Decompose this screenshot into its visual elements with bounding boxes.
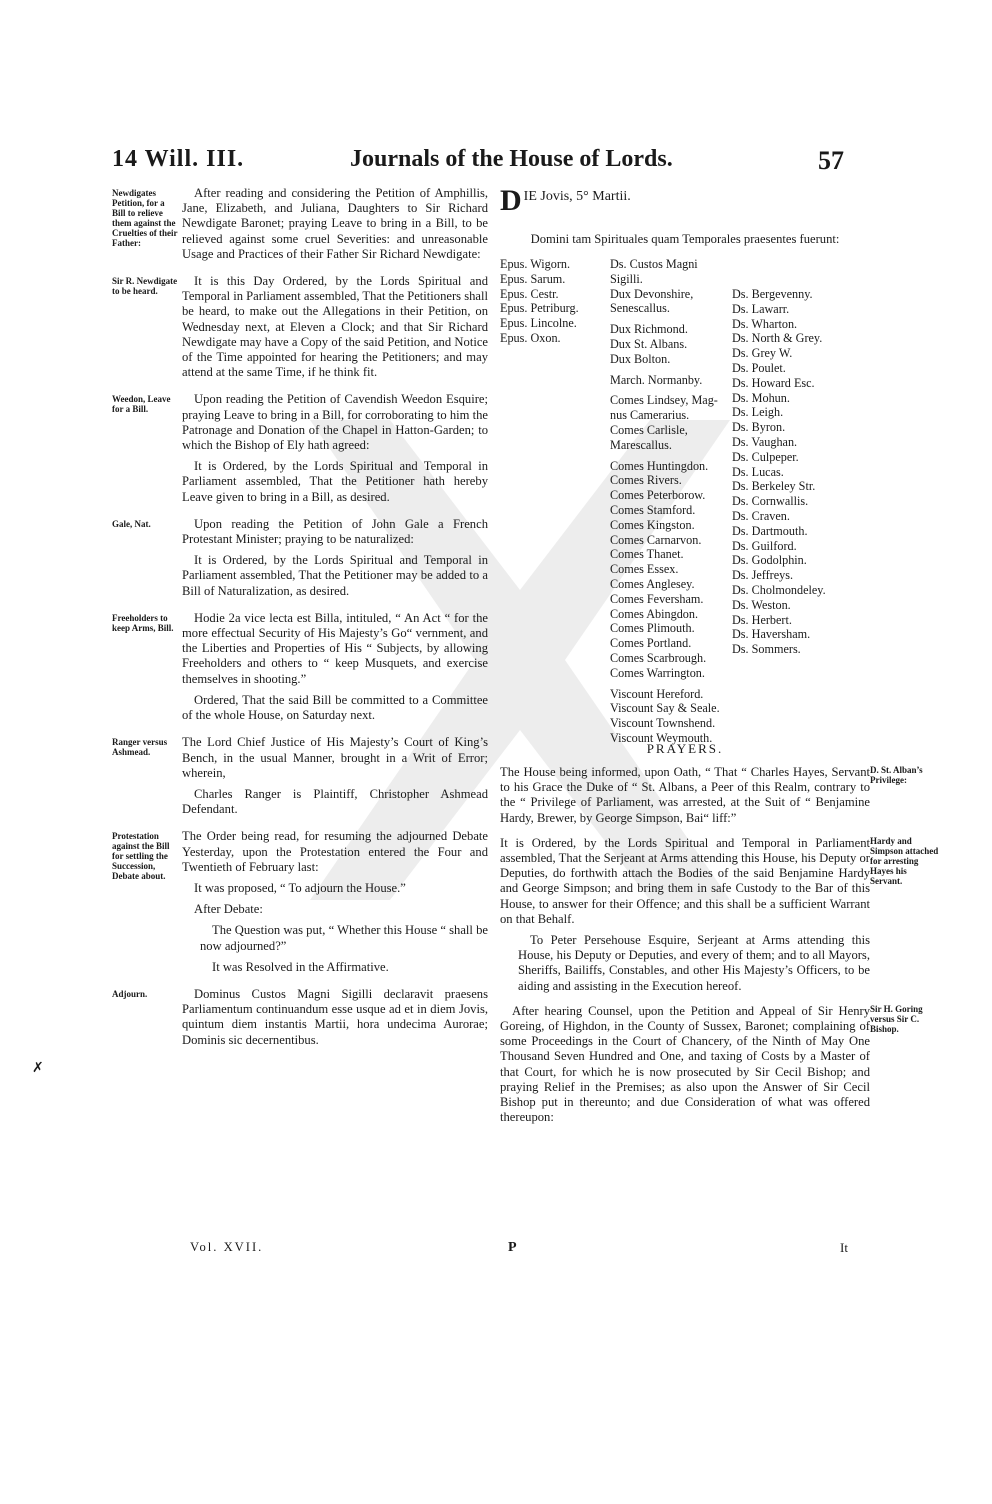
lord-name: Senescallus. (610, 301, 670, 316)
lord-name: Viscount Townshend. (610, 716, 716, 731)
lord-name: Ds. Craven. (732, 508, 790, 523)
attendance-lists (500, 257, 870, 745)
lord-name: Epus. Cestr. (500, 286, 559, 301)
paragraph: Hodie 2a vice lecta est Billa, intituled, “ An Act “ for the more effectual Security of His Majesty’s Go“ vernment, and the Liberties and Properties of His “ Subjects, by allowing Freeholders and others to “ keep Musquets, and exercise themselves in shooting.” (182, 610, 488, 686)
lord-name: nus Camerarius. (610, 408, 690, 423)
lord-name: Ds. Herbert. (732, 612, 792, 627)
signature-mark: P (508, 1240, 517, 1255)
lord-name: Comes Rivers. (610, 473, 682, 488)
lord-name: Ds. Cornwallis. (732, 494, 809, 509)
paragraph: Upon reading the Petition of John Gale a French Protestant Minister; praying to be naturalized: (182, 516, 488, 547)
lord-name: Ds. Guilford. (732, 538, 797, 553)
lord-name: Ds. Custos Magni (610, 257, 698, 271)
lord-name: Viscount Weymouth. (610, 730, 713, 745)
margin-note: Protestation against the Bill for settling the Succession, Debate about. (112, 831, 170, 882)
right-column (500, 184, 939, 1135)
lord-name: Ds. Dartmouth. (732, 523, 808, 538)
lord-name: Comes Carnarvon. (610, 532, 702, 547)
lord-name: Dux Bolton. (610, 351, 671, 366)
lord-name: Comes Stamford. (610, 502, 696, 517)
paragraph: The House being informed, upon Oath, “ That “ Charles Hayes, Servant to his Grace the Duke of “ St. Albans, a Peer of this Realm, contrary to the “ Privilege of Parliament, was arrested, at the Suit of “ Benjamine Hardy, Brewer, by George Simpson, Bai“ liff:” (500, 765, 870, 825)
prayers-heading: PRAYERS. (646, 741, 724, 756)
lord-name: Marescallus. (610, 437, 672, 452)
entry-freeholders (112, 611, 488, 723)
lord-name: Sigilli. (610, 271, 643, 286)
lord-name: Comes Huntingdon. (610, 458, 709, 473)
entry-adjourn (112, 987, 488, 1048)
lord-name: Ds. Haversham. (732, 627, 811, 642)
lord-name: Ds. Jeffreys. (732, 568, 794, 583)
lord-name: Ds. Bergevenny. (732, 287, 813, 301)
paragraph: It is Ordered, by the Lords Spiritual and Temporal in Parliament assembled, That the Petitioner hath hereby Leave given to bring in a Bill, as desired. (182, 459, 488, 504)
paragraph: After hearing Counsel, upon the Petition and Appeal of Sir Henry Goreing, of Highdon, in the County of Sussex, Baronet; complaining of some Proceedings in the Court of Chancery, of the Ninth of May One Thousand Seven Hundred and One, and taxing of Costs by a Master of that Court, for which he is now prosecuted by Sir Cecil Bishop; and praying Relief in the Premises; as also upon the Answer of Sir Cecil Bishop put in thereunto; and due Consideration of what was offered thereupon: (500, 1003, 870, 1125)
lord-name: Comes Peterborow. (610, 488, 706, 503)
lord-name: Ds. Culpeper. (732, 449, 799, 464)
lord-name: Comes Warrington. (610, 665, 705, 680)
lord-name: Ds. Poulet. (732, 360, 786, 375)
margin-note: Gale, Nat. (112, 518, 151, 529)
margin-note: Newdigates Petition, for a Bill to relieve them against the Cruelties of their Father: (112, 188, 178, 248)
lord-name: Ds. Sommers. (732, 642, 801, 657)
lord-name: Ds. Byron. (732, 420, 786, 435)
lord-name: Ds. Weston. (732, 597, 791, 612)
entry-ranger (112, 735, 488, 817)
page-number: 57 (818, 146, 844, 175)
paragraph: The Lord Chief Justice of His Majesty’s Court of King’s Bench, in the usual Manner, brought in a Writ of Error; wherein, (182, 735, 488, 780)
entry-st-albans-privilege (500, 765, 923, 826)
lord-name: Dux Richmond. (610, 322, 688, 337)
paragraph: Charles Ranger is Plaintiff, Christopher Ashmead Defendant. (182, 786, 488, 817)
running-head-left: 14 Will. III. (112, 146, 245, 172)
paragraph: Ordered, That the said Bill be committed to a Committee of the whole House, on Saturday next. (182, 692, 488, 723)
lord-name: Ds. Mohun. (732, 390, 790, 405)
day-heading-text: IE Jovis, 5° Martii. (523, 189, 631, 204)
paragraph: Upon reading the Petition of Cavendish Weedon Esquire; praying Leave to bring in a Bill, for corroborating to him the Patronage and Donation of the Chapel in Hatton-Garden; to which the Bishop of Ely hath agreed: (182, 392, 488, 453)
lords-list-right (732, 287, 826, 657)
paragraph: It was proposed, “ To adjourn the House.” (194, 880, 406, 895)
margin-note: Ranger versus Ashmead. (112, 737, 168, 758)
day-heading (500, 184, 870, 217)
lord-name: Ds. North & Grey. (732, 331, 823, 346)
lord-name: Comes Feversham. (610, 591, 704, 606)
lord-name: Ds. Leigh. (732, 405, 784, 420)
paragraph: After reading and considering the Petition of Amphillis, Jane, Elizabeth, and Juliana, Daughters to Sir Richard Newdigate Baronet; praying Leave to bring in a Bill, to be relieved against some cruel Severities: and unreasonable Usage and Practices of their Father Sir Richard Newdigate: (182, 186, 488, 261)
lord-name: Epus. Petriburg. (500, 301, 579, 316)
lord-name: Ds. Vaughan. (732, 434, 798, 449)
paragraph: It is Ordered, by the Lords Spiritual and Temporal in Parliament assembled, That the Serjeant at Arms attending this House, his Deputy or Deputies, do forthwith attach the Bodies of the said Benjamine Hardy and George Simpson; and bring them in safe Custody to the Bar of this House, to answer for their Offence; and this shall be a sufficient Warrant on that Behalf. (500, 835, 870, 926)
paragraph: It is this Day Ordered, by the Lords Spiritual and Temporal in Parliament assembled, That the Petitioners shall be heard, to make out the Allegations in their Petition, on Wednesday next, at Eleven a Clock; and that Sir Richard Newdigate may have a Copy of the said Petition, and Notice of the Time appointed for hearing the Petitioners; and may attend at the same Time, if he think fit. (182, 274, 488, 380)
lord-name: Comes Lindsey, Mag- (610, 393, 718, 408)
paragraph: Dominus Custos Magni Sigilli declaravit praesens Parliamentum continuandum esse usque ad et in diem Jovis, quintum diem instantis Martii, hora undecima Aurorae; Dominis sic decernentibus. (182, 986, 488, 1047)
paragraph: The Question was put, “ Whether this House “ shall be now adjourned?” (200, 923, 488, 953)
left-column (112, 186, 488, 1060)
lord-name: Ds. Berkeley Str. (732, 479, 816, 494)
paragraph: The Order being read, for resuming the adjourned Debate Yesterday, upon the Protestation entered the Four and Twentieth of February last: (182, 829, 488, 874)
lord-name: Ds. Lawarr. (732, 301, 790, 316)
entry-newdigate-heard (112, 274, 488, 380)
lord-name: Ds. Grey W. (732, 346, 793, 361)
margin-note: Sir R. Newdigate to be heard. (112, 276, 178, 297)
margin-note: Weedon, Leave for a Bill. (112, 394, 171, 415)
paragraph: After Debate: (194, 902, 263, 917)
running-head-title: Journals of the House of Lords. (350, 146, 673, 172)
lord-name: Ds. Cholmondeley. (732, 582, 826, 597)
lord-name: Comes Plimouth. (610, 621, 695, 636)
lord-name: Comes Abingdon. (610, 606, 699, 621)
lord-name: March. Normanby. (610, 372, 703, 387)
volume-footer: Vol. XVII. (190, 1240, 264, 1254)
lord-name: Comes Portland. (610, 636, 692, 651)
lord-name: Comes Scarbrough. (610, 650, 707, 665)
lord-name: Comes Anglesey. (610, 576, 695, 591)
lord-name: Ds. Lucas. (732, 464, 784, 479)
drop-cap: D (500, 184, 522, 217)
lord-name: Comes Essex. (610, 562, 679, 577)
lord-name: Ds. Wharton. (732, 316, 798, 331)
lord-name: Epus. Oxon. (500, 330, 561, 345)
entry-weedon (112, 392, 488, 504)
entry-goring-bishop (500, 1003, 923, 1126)
attendance-heading: Domini tam Spirituales quam Temporales praesentes fuerunt: (530, 232, 840, 246)
lord-name: Epus. Wigorn. (500, 257, 571, 271)
bishops-list (500, 257, 579, 346)
catchword: It (840, 1240, 848, 1255)
lord-name: Dux St. Albans. (610, 336, 688, 351)
lord-name: Viscount Hereford. (610, 686, 704, 701)
paragraph: It is Ordered, by the Lords Spiritual and Temporal in Parliament assembled, That the Petitioner may be added to a Bill of Naturalization, as desired. (182, 553, 488, 598)
paragraph: It was Resolved in the Affirmative. (212, 959, 389, 974)
margin-note: Hardy and Simpson attached for arresting Hayes his Servant. (870, 835, 939, 886)
paragraph: To Peter Persehouse Esquire, Serjeant at Arms attending this House, his Deputy or Deputies, and every of them; and to all Mayors, Sheriffs, Bailiffs, Constables, and other His Majesty’s Officers, to be aiding and assisting in the Execution hereof. (518, 933, 870, 993)
lord-name: Epus. Lincolne. (500, 316, 577, 331)
entry-hardy-simpson (500, 835, 939, 994)
entry-protestation (112, 829, 488, 975)
margin-note: Sir H. Goring versus Sir C. Bishop. (870, 1003, 923, 1034)
lord-name: Comes Kingston. (610, 517, 695, 532)
margin-note: Freeholders to keep Arms, Bill. (112, 612, 174, 633)
lord-name: Viscount Say & Seale. (610, 701, 720, 716)
lord-name: Ds. Godolphin. (732, 553, 807, 568)
lord-name: Ds. Howard Esc. (732, 375, 815, 390)
lord-name: Dux Devonshire, (610, 286, 694, 301)
lord-name: Comes Thanet. (610, 547, 684, 562)
entry-gale (112, 517, 488, 599)
margin-mark-icon: ✗ (32, 1061, 44, 1076)
lord-name: Epus. Sarum. (500, 271, 566, 286)
entry-newdigate-petition (112, 186, 488, 262)
margin-note: D. St. Alban’s Privilege: (870, 765, 923, 785)
lords-list-middle (610, 257, 720, 746)
margin-note: Adjourn. (112, 988, 148, 999)
lord-name: Comes Carlisle, (610, 422, 688, 437)
